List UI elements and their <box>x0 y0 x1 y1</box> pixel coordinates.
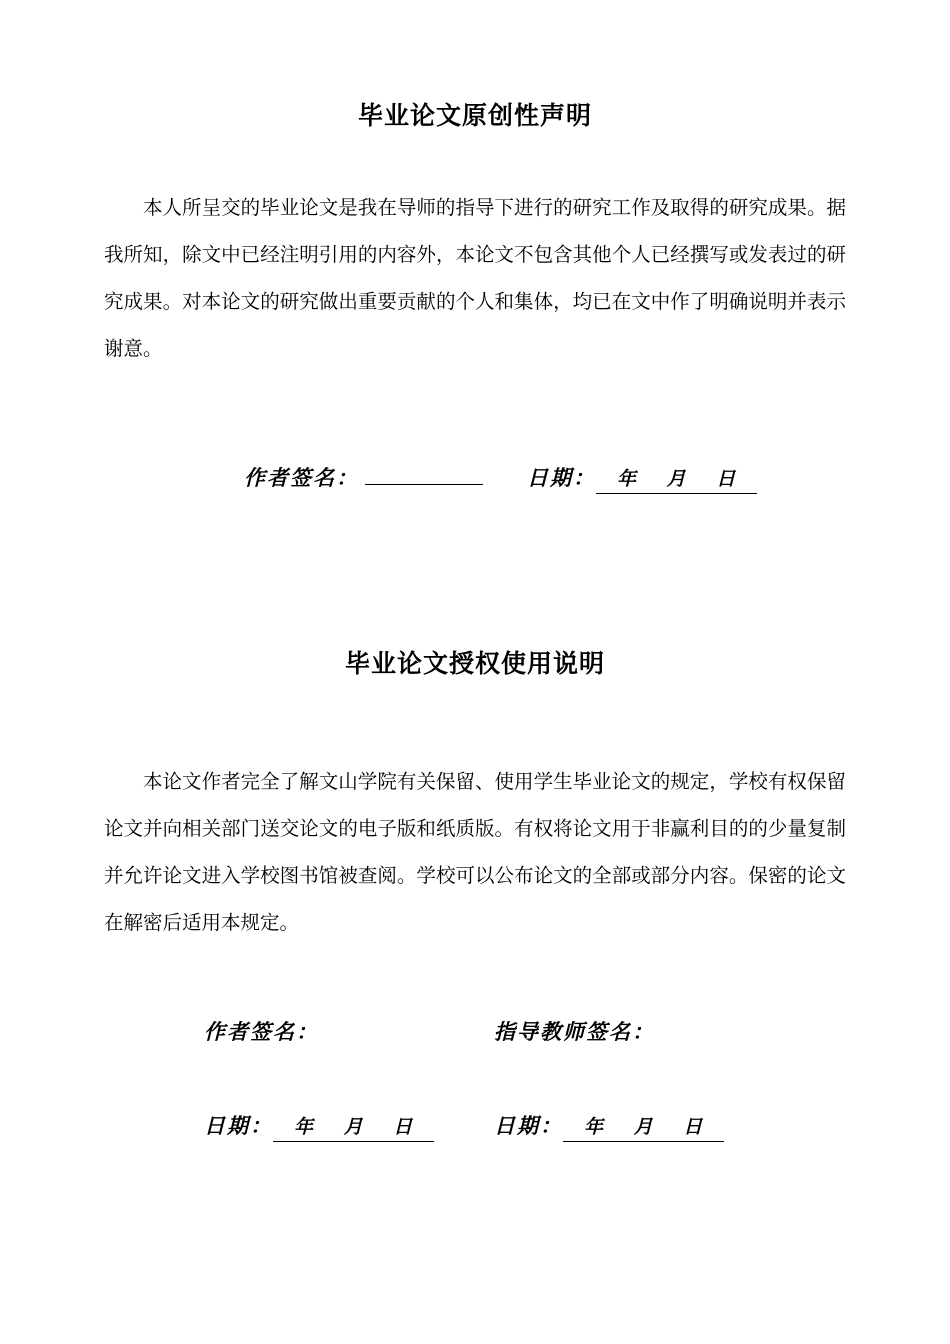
declaration-paragraph: 本人所呈交的毕业论文是我在导师的指导下进行的研究工作及取得的研究成果。据我所知，除文中已经注明引用的内容外，本论文不包含其他个人已经撰写或发表过的研究成果。对本论文的研究做出重要贡献的个人和集体，均已在文中作了明确说明并表示谢意。 <box>104 196 846 360</box>
month-label: 月 <box>666 468 687 490</box>
author-signature-column <box>104 1016 394 1046</box>
signature-row-declaration <box>104 462 846 494</box>
signature-row-authorization <box>104 1016 846 1046</box>
date-label-right: 日期： <box>494 1113 563 1138</box>
year-label: 年 <box>294 1116 315 1138</box>
advisor-signature-column <box>394 1016 846 1046</box>
year-label: 年 <box>617 468 638 490</box>
day-label: 日 <box>716 468 737 490</box>
spacer <box>104 680 846 758</box>
spacer <box>104 946 846 1016</box>
date-fill-line[interactable] <box>596 464 757 494</box>
advisor-date-column <box>394 1110 846 1142</box>
day-label: 日 <box>393 1116 414 1138</box>
author-signature-line[interactable] <box>365 464 483 485</box>
month-label: 月 <box>343 1116 364 1138</box>
date-label-left: 日期： <box>204 1113 273 1138</box>
year-label: 年 <box>584 1116 605 1138</box>
spacer <box>104 1046 846 1110</box>
date-label: 日期： <box>527 465 596 490</box>
date-row-authorization <box>104 1110 846 1142</box>
date-fill-line-right[interactable] <box>563 1112 724 1142</box>
spacer <box>104 494 846 644</box>
author-signature-label: 作者签名： <box>204 1019 319 1044</box>
author-signature-label: 作者签名： <box>244 465 359 490</box>
authorization-title: 毕业论文授权使用说明 <box>344 649 605 678</box>
month-label: 月 <box>633 1116 654 1138</box>
spacer <box>104 132 846 184</box>
declaration-title: 毕业论文原创性声明 <box>357 101 592 130</box>
day-label: 日 <box>683 1116 704 1138</box>
advisor-signature-label: 指导教师签名： <box>494 1019 655 1044</box>
authorization-paragraph: 本论文作者完全了解文山学院有关保留、使用学生毕业论文的规定，学校有权保留论文并向相关部门送交论文的电子版和纸质版。有权将论文用于非赢利目的的少量复制并允许论文进入学校图书馆被查阅。学校可以公布论文的全部或部分内容。保密的论文在解密后适用本规定。 <box>104 770 846 934</box>
author-date-column <box>104 1110 414 1142</box>
spacer <box>104 372 846 462</box>
